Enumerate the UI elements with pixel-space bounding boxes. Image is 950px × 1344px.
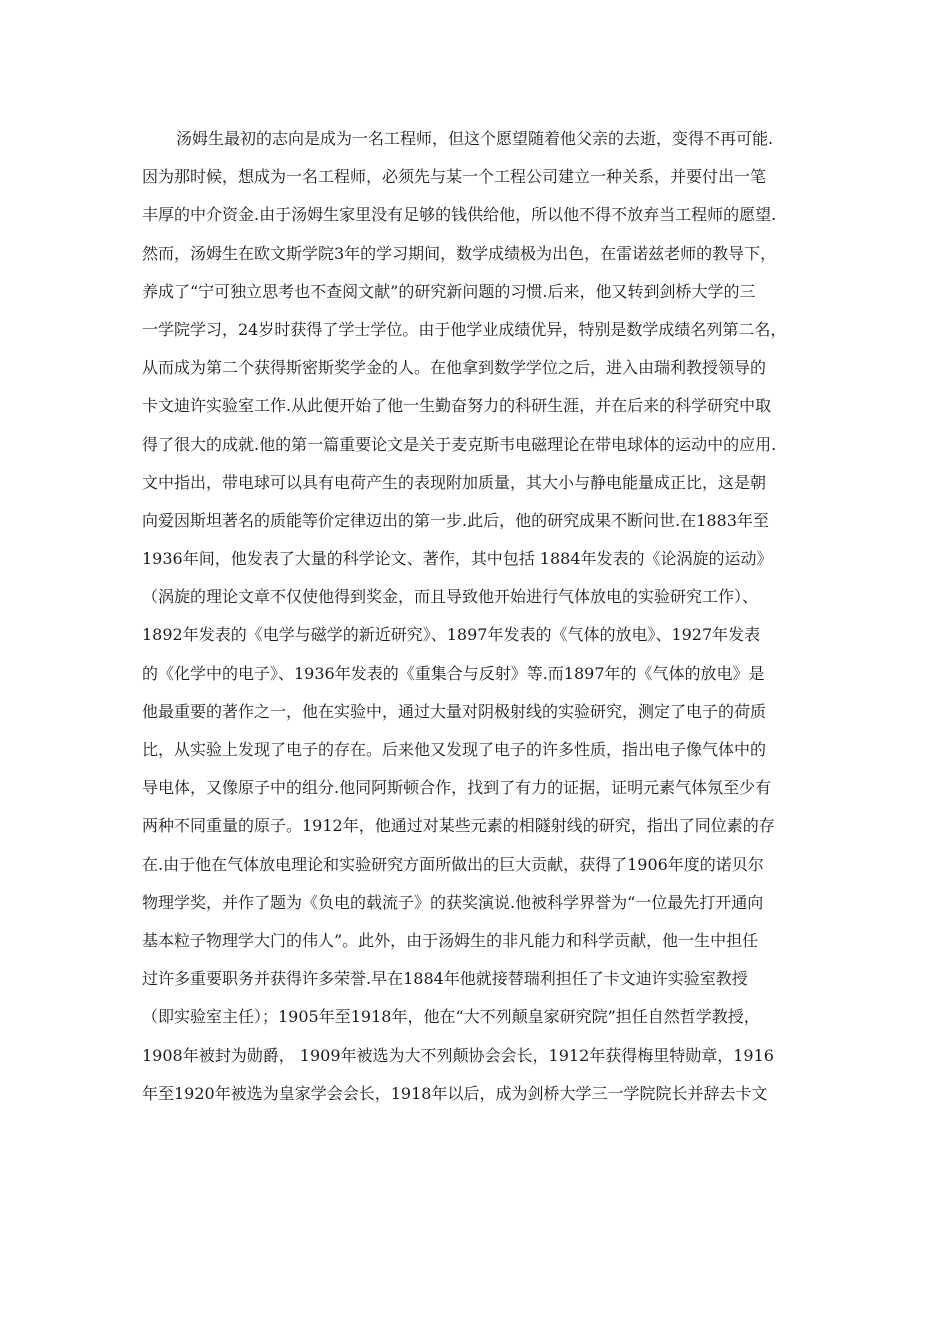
- text-line: 在.由于他在气体放电理论和实验研究方面所做出的巨大贡献，获得了1906年度的诺贝尔: [142, 854, 764, 874]
- text-line: 比，从实验上发现了电子的存在。后来他又发现了电子的许多性质，指出电子像气体中的: [142, 740, 767, 759]
- text-line: 一学院学习，24岁时获得了学士学位。由于他学业成绩优异，特别是数学成绩名列第二名，: [142, 319, 787, 339]
- text-line: 两种不同重量的原子。1912年，他通过对某些元素的相隧射线的研究，指出了同位素的存: [142, 816, 775, 836]
- text-line: 1892年发表的《电学与磁学的新近研究》、1897年发表的《气体的放电》、1927年发表: [142, 625, 761, 645]
- text-line: 文中指出，带电球可以具有电荷产生的表现附加质量，其大小与静电能量成正比，这是朝: [142, 472, 767, 492]
- text-line: 卡文迪许实验室工作.从此便开始了他一生勤奋努力的科研生涯，并在后来的科学研究中取: [142, 396, 772, 416]
- text-line: 向爱因斯坦著名的质能等价定律迈出的第一步.此后，他的研究成果不断问世.在1883年至: [142, 510, 769, 530]
- text-line: 然而，汤姆生在欧文斯学院3年的学习期间，数学成绩极为出色，在雷诺兹老师的教导下，: [142, 243, 777, 263]
- text-line: 基本粒子物理学大门的伟人”。此外，由于汤姆生的非凡能力和科学贡献，他一生中担任: [142, 930, 759, 950]
- text-line: 他最重要的著作之一，他在实验中，通过大量对阴极射线的实验研究，测定了电子的荷质: [142, 701, 767, 721]
- text-line: 1908年被封为勋爵， 1909年被选为大不列颠协会会长，1912年获得梅里特勋章，1916: [142, 1045, 774, 1065]
- text-line: 导电体，又像原子中的组分.他同阿斯顿合作，找到了有力的证据，证明元素气体氖至少有: [142, 778, 772, 798]
- text-line: 的《化学中的电子》、1936年发表的《重集合与反射》等.而1897年的《气体的放电》是: [142, 663, 765, 683]
- text-line: 因为那时候，想成为一名工程师，必须先与某一个工程公司建立一种关系，并要付出一笔: [142, 167, 767, 187]
- text-line: 物理学奖，并作了题为《负电的载流子》的获奖演说.他被科学界誉为“一位最先打开通向: [142, 892, 764, 912]
- text-line: 汤姆生最初的志向是成为一名工程师，但这个愿望随着他父亲的去逝，变得不再可能.: [176, 129, 774, 148]
- text-line: （即实验室主任）；1905年至1918年，他在“大不列颠皇家研究院”担任自然哲学教授，: [142, 1007, 760, 1027]
- text-line: 得了很大的成就.他的第一篇重要论文是关于麦克斯韦电磁理论在带电球体的运动中的应用.: [142, 434, 777, 454]
- text-line: 1936年间，他发表了大量的科学论文、著作，其中包括 1884年发表的《论涡旋的运动》: [142, 549, 773, 569]
- text-line: 丰厚的中介资金.由于汤姆生家里没有足够的钱供给他，所以他不得不放弃当工程师的愿望.: [142, 205, 777, 225]
- text-line: 从而成为第二个获得斯密斯奖学金的人。在他拿到数学学位之后，进入由瑞利教授领导的: [142, 358, 767, 378]
- text-line: （涡旋的理论文章不仅使他得到奖金，而且导致他开始进行气体放电的实验研究工作）、: [142, 587, 759, 607]
- body-text: [142, 120, 814, 1113]
- text-line: 过许多重要职务并获得许多荣誉.早在1884年他就接替瑞利担任了卡文迪许实验室教授: [142, 969, 748, 989]
- text-line: 养成了“宁可独立思考也不查阅文献”的研究新问题的习惯.后来，他又转到剑桥大学的三: [142, 281, 756, 301]
- text-line: 年至1920年被选为皇家学会会长，1918年以后，成为剑桥大学三一学院院长并辞去卡文: [142, 1083, 768, 1103]
